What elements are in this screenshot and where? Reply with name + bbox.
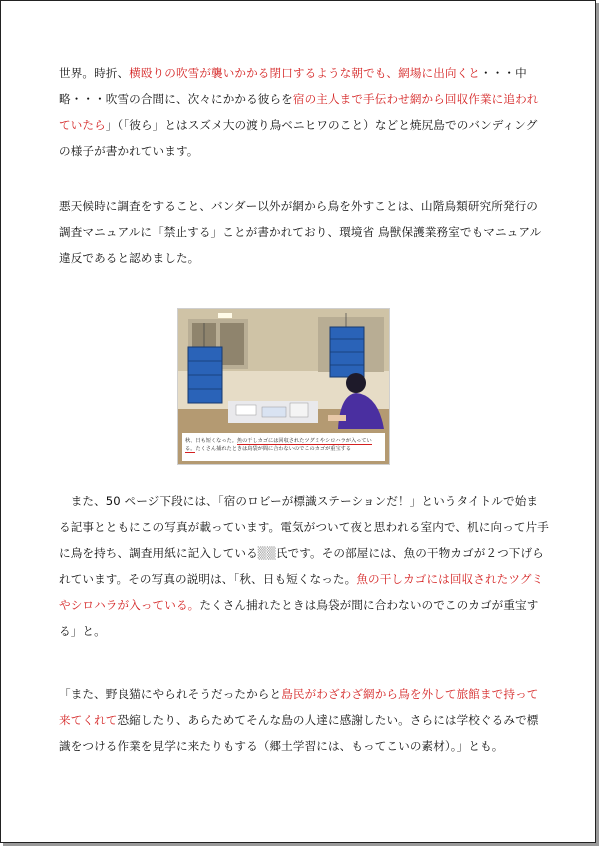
paragraph-banding-description (59, 60, 549, 164)
caption-text: 秋、日も短くなった。 (185, 438, 237, 444)
lobby-photo (177, 308, 390, 465)
text-span: ・・・中略・・・吹雪の合間に、次々にかかる彼らを (59, 66, 527, 106)
redacted-name: ▒▒ (257, 546, 276, 560)
highlighted-text: 魚の干しカゴには回収されたツグミやシロハラが入っている。 (59, 572, 544, 612)
text-span: また、50 ページ下段には、「宿のロビーが標識ステーションだ！」というタイトルで始まる記事とともにこの写真が載っています。電気がついて夜と思われる室内で、机に向って片手に鳥を持ち、調査用紙に記入している (59, 494, 549, 560)
paragraph-photo-description (59, 488, 549, 644)
text-span: たくさん捕れたときは鳥袋が間に合わないのでこのカゴが重宝する」と。 (59, 598, 539, 638)
photo-caption (185, 437, 382, 453)
caption-underlined-text: 魚の干しカゴには回収されたツグミやシロハラが入っている。 (185, 438, 372, 452)
caption-text: たくさん捕れたときは鳥袋が間に合わないのでこのカゴが重宝する (195, 446, 352, 452)
text-span: 」（「彼ら」とはスズメ大の渡り鳥ベニヒワのこと）などと焼尻島でのバンディングの様子が書かれています。 (59, 118, 538, 158)
text-span: 世界。時折、 (59, 66, 130, 80)
paragraph-islander-quote (59, 681, 549, 759)
highlighted-text: 島民がわざわざ網から鳥を外して旅館まで持って来てくれて (59, 687, 539, 727)
text-span: 氏です。その部屋には、魚の干物カゴが２つ下げられています。その写真の説明は、「秋、日も短くなった。 (59, 546, 544, 586)
highlighted-text: 横殴りの吹雪が襲いかかる閉口するような朝でも、網場に出向くと (129, 66, 480, 80)
text-span: 悪天候時に調査をすること、バンダー以外が網から鳥を外すことは、山階鳥類研究所発行の調査マニュアルに「禁止する」ことが書かれており、環境省 鳥獣保護業務室でもマニュアル違反であると認めました。 (59, 199, 542, 265)
text-span: 恐縮したり、あらためてそんな島の人達に感謝したい。さらには学校ぐるみで標識をつける作業を見学に来たりもする（郷土学習には、もってこいの素材）。」とも。 (59, 713, 539, 753)
paragraph-manual-violation (59, 193, 549, 271)
text-span: 「また、野良猫にやられそうだったからと (59, 687, 282, 701)
highlighted-text: 宿の主人まで手伝わせ網から回収作業に追われていたら (59, 92, 539, 132)
